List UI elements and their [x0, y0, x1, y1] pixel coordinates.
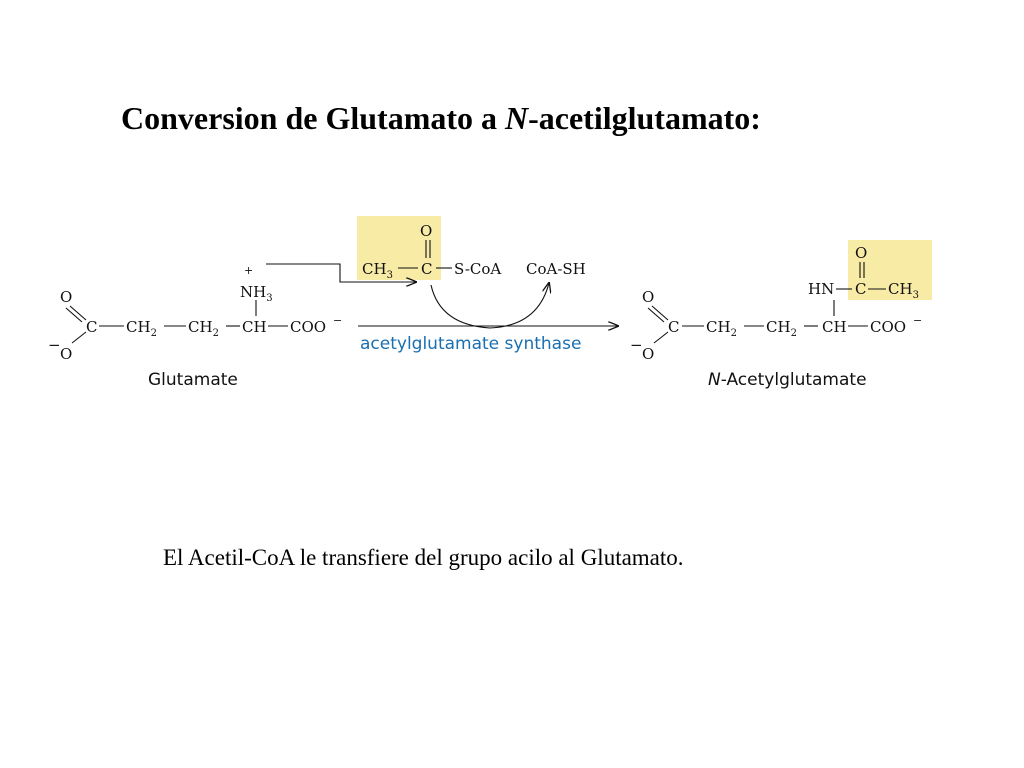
glu-ch2-b: $CH_2$	[188, 318, 219, 339]
acoa-scoa: S-CoA	[454, 260, 502, 278]
coa-release-curved-arrow	[431, 283, 549, 328]
acoa-carbonyl-c: C	[421, 260, 433, 278]
acoa-methyl: $CH_3$	[362, 260, 393, 281]
nag-minus: −	[630, 336, 643, 354]
nag-ch2-a: $CH_2$	[706, 318, 737, 339]
n-acetylglutamate-label: N-Acetylglutamate	[708, 370, 867, 390]
acoa-oxygen: O	[420, 222, 433, 240]
glu-coo-minus: −	[333, 314, 343, 327]
nag-acetyl-oxygen: O	[855, 244, 868, 262]
glu-amine: $NH_3$	[240, 283, 273, 304]
nag-coo-minus: −	[913, 314, 923, 327]
nag-oxygen-top: O	[642, 288, 655, 306]
nag-acetyl-c: C	[855, 280, 867, 298]
nag-acetyl-methyl: $CH_3$	[888, 280, 919, 301]
glu-alpha-ch: CH	[242, 318, 267, 336]
nag-carboxyl-c: C	[668, 318, 680, 336]
title-prefix: Conversion de Glutamato a	[121, 100, 505, 136]
glu-amine-plus: +	[244, 264, 254, 277]
coa-sh-label: CoA-SH	[526, 260, 586, 278]
nag-coo: COO	[870, 318, 907, 336]
glu-oxygen-bottom: O	[60, 345, 73, 363]
glu-ch2-a: $CH_2$	[126, 318, 157, 339]
glu-carboxyl-c: C	[86, 318, 98, 336]
glu-minus: −	[48, 336, 61, 354]
nag-ch2-b: $CH_2$	[766, 318, 797, 339]
nag-oxygen-bottom: O	[642, 345, 655, 363]
nag-hn: HN	[808, 280, 835, 298]
enzyme-label: acetylglutamate synthase	[360, 334, 582, 354]
nag-alpha-ch: CH	[822, 318, 847, 336]
glutamate-structure	[48, 264, 342, 363]
glutamate-label: Glutamate	[148, 370, 238, 390]
caption-text: El Acetil-CoA le transfiere del grupo acilo al Glutamato.	[163, 545, 684, 570]
title-italic-n: N	[505, 100, 529, 136]
glu-coo: COO	[290, 318, 327, 336]
glu-oxygen-top: O	[60, 288, 73, 306]
title-suffix: -acetilglutamato:	[528, 100, 761, 136]
